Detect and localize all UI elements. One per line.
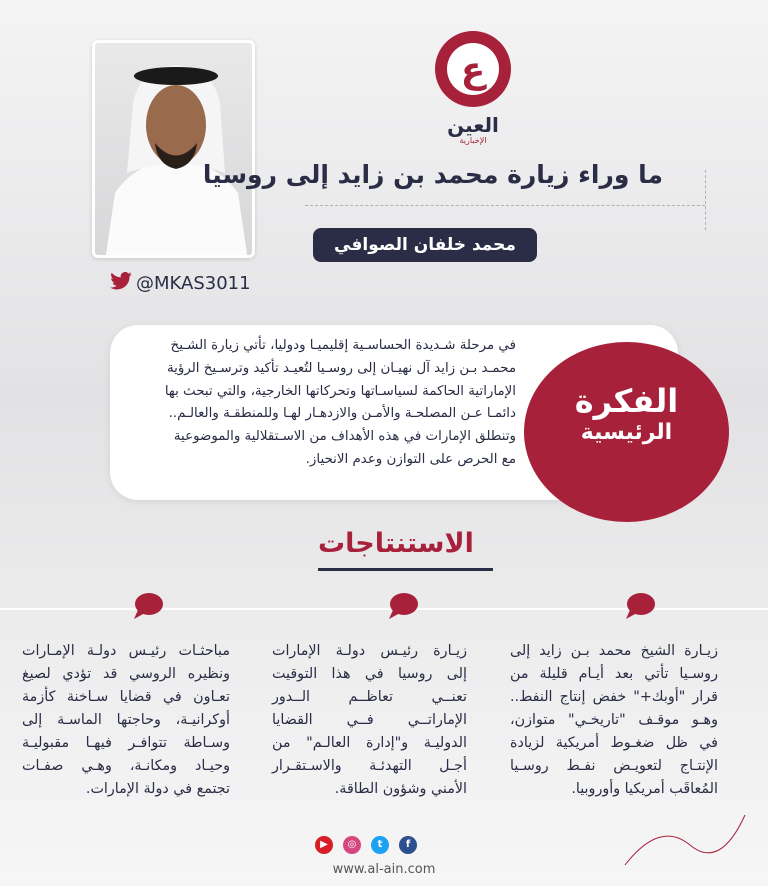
facebook-icon[interactable]: f bbox=[399, 836, 417, 854]
al-ain-logo bbox=[432, 28, 514, 148]
conclusions-heading: الاستنتاجات bbox=[318, 528, 474, 559]
instagram-icon[interactable]: ◎ bbox=[343, 836, 361, 854]
main-idea-text: في مرحلة شـديدة الحساسـية إقليميـا ودوليا، تأتي زيارة الشـيخ محمـد بـن زايد آل نهيـان إلى روسـيا لتُعيـد تأكيد وترسـيخ الرؤية الإماراتية الحاكمة لسياسـاتها وتحركاتها الخارجية، والتي تبحث بها دائمـا عـن المصلحـة والأمـن والازدهـار لهـا وللمنطقـة والعالـم.. وتنطلق الإمارات في هذه الأهداف من الاسـتقلالية والموضوعية مع الحرص على التوازن وعدم الانحياز. bbox=[164, 338, 516, 467]
divider bbox=[705, 170, 706, 230]
main-idea-label: الرئيسية bbox=[580, 420, 673, 445]
logo-brand: العين bbox=[447, 113, 499, 137]
website-link[interactable]: www.al-ain.com bbox=[332, 862, 436, 877]
twitter-icon[interactable]: t bbox=[371, 836, 389, 854]
author-photo bbox=[92, 40, 255, 258]
svg-text:ع: ع bbox=[460, 50, 486, 91]
speech-bubble-icon bbox=[622, 592, 656, 620]
conclusion-3: مباحثـات رئيـس دولـة الإمـارات ونظيره الروسي قد تؤدي لصيغ تعـاون في قضايا سـاخنة كأزمة أوكرانيـة، وحاجتها الماسـة إلى وسـاطة تتوافـر فيهـا مقبوليـة وحيـاد ومكانـة، وهـي صفـات تجتمع في دولة الإمارات. bbox=[22, 643, 230, 797]
decorative-swirl bbox=[620, 810, 750, 870]
twitter-handle: @MKAS3011 bbox=[136, 273, 251, 294]
main-idea-badge bbox=[524, 342, 729, 522]
conclusion-2: زيـارة رئيـس دولـة الإمارات إلى روسيا في هذا التوقيت تعنــي تعاظــم الــدور الإماراتــي فــي القضايا الدوليـة و"إدارة العالـم" من أجـل التهدئـة والاسـتقـرار الأمني وشؤون الطاقة. bbox=[272, 643, 467, 797]
twitter-link[interactable] bbox=[110, 272, 251, 295]
twitter-icon bbox=[110, 272, 132, 295]
author-name: محمد خلفان الصوافي bbox=[313, 228, 537, 262]
page-title: ما وراء زيارة محمد بن زايد إلى روسيا bbox=[202, 160, 663, 189]
speech-bubble-icon bbox=[130, 592, 164, 620]
social-links bbox=[315, 836, 417, 854]
youtube-icon[interactable]: ▶ bbox=[315, 836, 333, 854]
speech-bubble-icon bbox=[385, 592, 419, 620]
heading-underline bbox=[318, 568, 493, 571]
main-idea-label: الفكرة bbox=[574, 382, 679, 420]
logo-subtitle: الإخبارية bbox=[459, 136, 487, 145]
divider bbox=[305, 205, 705, 206]
conclusion-1: زيـارة الشيخ محمد بـن زايد إلى روسـيا تأتي بعد أيـام قليلة من قرار "أوبك+" خفض إنتاج النفط.. وهـو موقـف "تاريخـي" متوازن، في ظل ضغـوط أمريكية لزيادة الإنتـاج لتعويـض نفـط روسـيا المُعاقَب أمريكيا وأوروبيا. bbox=[510, 643, 718, 797]
